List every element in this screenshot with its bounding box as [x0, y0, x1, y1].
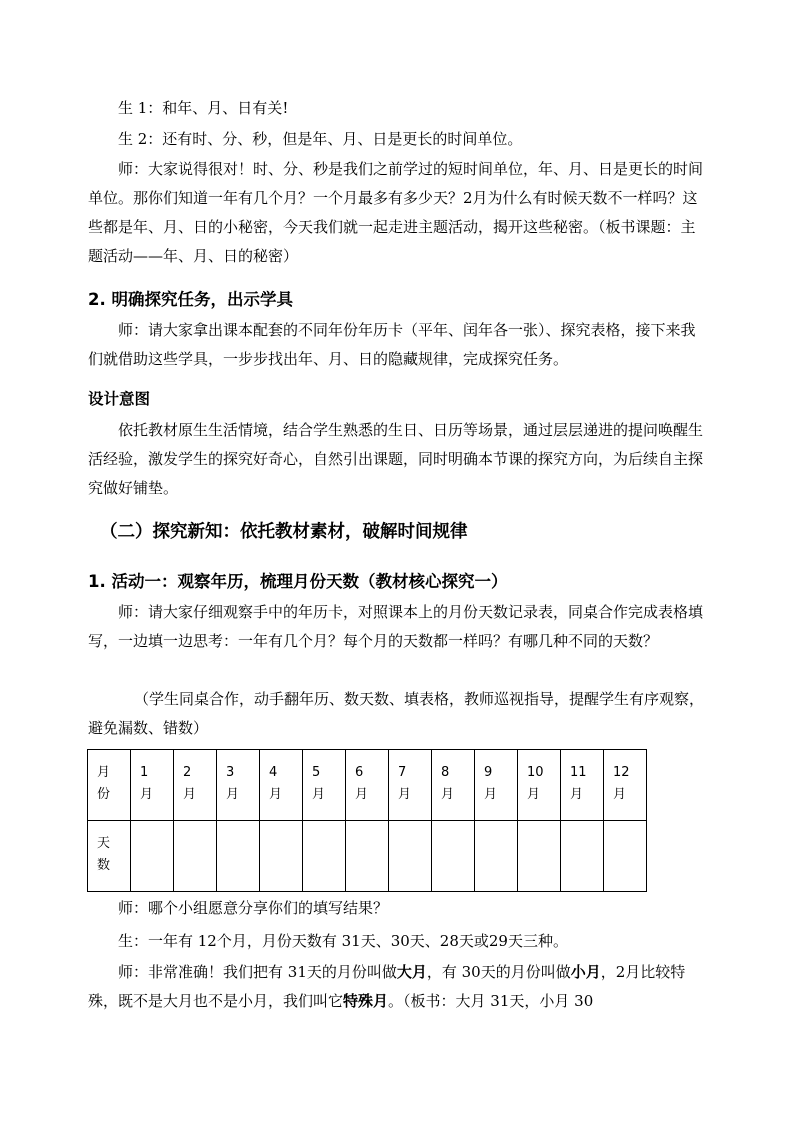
days-cell[interactable]	[303, 821, 346, 892]
task-heading: 2. 明确探究任务，出示学具	[88, 290, 293, 309]
month-cell: 12 月	[604, 750, 647, 821]
table-row-months	[88, 750, 647, 821]
month-cell: 10 月	[518, 750, 561, 821]
student1-line: 生 1：和年、月、日有关!	[118, 99, 289, 117]
month-cell: 5 月	[303, 750, 346, 821]
table-row-days	[88, 821, 647, 892]
row-header-month: 月 份	[88, 750, 131, 821]
teacher-share-line: 师：哪个小组愿意分享你们的填写结果？	[118, 899, 389, 917]
row-header-days: 天 数	[88, 821, 131, 892]
days-cell[interactable]	[561, 821, 604, 892]
days-cell[interactable]	[346, 821, 389, 892]
month-cell: 1 月	[131, 750, 174, 821]
design-heading: 设计意图	[88, 390, 151, 408]
section2-heading: （二）探究新知：依托教材素材，破解时间规律	[100, 522, 468, 542]
student-activity-note: （学生同桌合作，动手翻年历、数天数、填表格，教师巡视指导，提醒学生有序观察，避免漏数、错数）	[88, 690, 705, 737]
month-cell: 4 月	[260, 750, 303, 821]
days-cell[interactable]	[475, 821, 518, 892]
activity1-heading: 1. 活动一：观察年历，梳理月份天数（教材核心探究一）	[88, 572, 508, 591]
month-cell: 7 月	[389, 750, 432, 821]
days-cell[interactable]	[217, 821, 260, 892]
student2-line: 生 2：还有时、分、秒，但是年、月、日是更长的时间单位。	[118, 130, 523, 148]
days-cell[interactable]	[604, 821, 647, 892]
teacher-activity-paragraph: 师：请大家仔细观察手中的年历卡，对照课本上的月份天数记录表，同桌合作完成表格填写，一边填一边思考：一年有几个月？每个月的天数都一样吗？有哪几种不同的天数？	[88, 603, 704, 650]
month-cell: 11 月	[561, 750, 604, 821]
month-cell: 8 月	[432, 750, 475, 821]
big-month-term: 大月	[396, 963, 427, 981]
days-cell[interactable]	[131, 821, 174, 892]
small-month-term: 小月	[570, 963, 601, 981]
month-cell: 3 月	[217, 750, 260, 821]
days-cell[interactable]	[518, 821, 561, 892]
teacher-summary-paragraph: 师：非常准确！我们把有 31天的月份叫做大月，有 30天的月份叫做小月，2月比较特殊，既不是大月也不是小月，我们叫它特殊月。（板书：大月 31天，小月 30	[88, 963, 686, 1010]
month-cell: 6 月	[346, 750, 389, 821]
month-cell: 9 月	[475, 750, 518, 821]
teacher-intro-paragraph: 师：大家说得很对！时、分、秒是我们之前学过的短时间单位，年、月、日是更长的时间单位。那你们知道一年有几个月？一个月最多有多少天？2月为什么有时候天数不一样吗？这些都是年、月、日的小秘密，今天我们就一起走进主题活动，揭开这些秘密。（板书课题：主题活动——年、月、日的秘密）	[88, 160, 704, 265]
days-cell[interactable]	[432, 821, 475, 892]
days-cell[interactable]	[260, 821, 303, 892]
month-days-table	[87, 749, 647, 892]
teacher-tools-paragraph: 师：请大家拿出课本配套的不同年份年历卡（平年、闰年各一张）、探究表格，接下来我们就借助这些学具，一步步找出年、月、日的隐藏规律，完成探究任务。	[88, 321, 696, 368]
month-cell: 2 月	[174, 750, 217, 821]
design-paragraph: 依托教材原生生活情境，结合学生熟悉的生日、日历等场景，通过层层递进的提问唤醒生活经验，激发学生的探究好奇心，自然引出课题，同时明确本节课的探究方向，为后续自主探究做好铺垫。	[88, 421, 704, 497]
special-month-term: 特殊月	[343, 992, 389, 1010]
days-cell[interactable]	[174, 821, 217, 892]
student-answer-line: 生：一年有 12个月，月份天数有 31天、30天、28天或29天三种。	[118, 932, 568, 950]
days-cell[interactable]	[389, 821, 432, 892]
